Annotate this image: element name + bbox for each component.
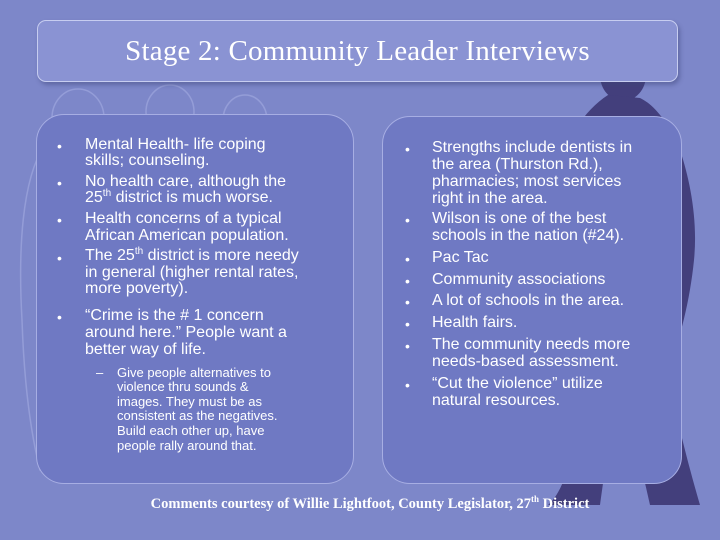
footer-credit: Comments courtesy of Willie Lightfoot, County Legislator, 27th District bbox=[150, 494, 590, 512]
bullet-marker: • bbox=[57, 250, 62, 266]
bullet-marker: • bbox=[405, 294, 410, 310]
bullet-marker: • bbox=[405, 316, 410, 332]
bullet-marker: • bbox=[405, 141, 410, 157]
title-box bbox=[37, 20, 678, 82]
bullet-marker: • bbox=[57, 175, 62, 191]
bullet-marker: • bbox=[57, 309, 62, 325]
slide-title: Stage 2: Community Leader Interviews bbox=[125, 35, 590, 67]
bullet-marker: • bbox=[405, 273, 410, 289]
bullet-marker: • bbox=[57, 138, 62, 154]
bullet-marker: • bbox=[405, 377, 410, 393]
bullet-marker: • bbox=[405, 338, 410, 354]
bullet-marker: • bbox=[405, 251, 410, 267]
slide: Stage 2: Community Leader Interviews • Mental Health- life coping skills; counseling. • No health care, although the 25th district is much worse. • Health concerns of a typical African American population. • The 25th district is more needy in general (higher rental rates, more poverty). • “Crime is the # 1 concern around here.” People want a better way of life. – Give people alternatives to violence thru sounds & images. They must be as consistent as the negatives. Build each other up, have people rally around that. • Strengths include dentists in the area (Thurston Rd.), pharmacies; most services right in the area. • Wilson is one of the best schools in the nation (#24). • Pac Tac • Community associations • A lot of schools in the area. • Health fairs. • The community needs more needs-based assessment. • “Cut the violence” utilize natural resources. Comments courtesy of Willie Lightfoot, County Legislator, 27th District bbox=[0, 0, 720, 540]
sub-bullet-marker: – bbox=[96, 365, 104, 380]
bullet-marker: • bbox=[57, 212, 62, 228]
bullet-marker: • bbox=[405, 212, 410, 228]
